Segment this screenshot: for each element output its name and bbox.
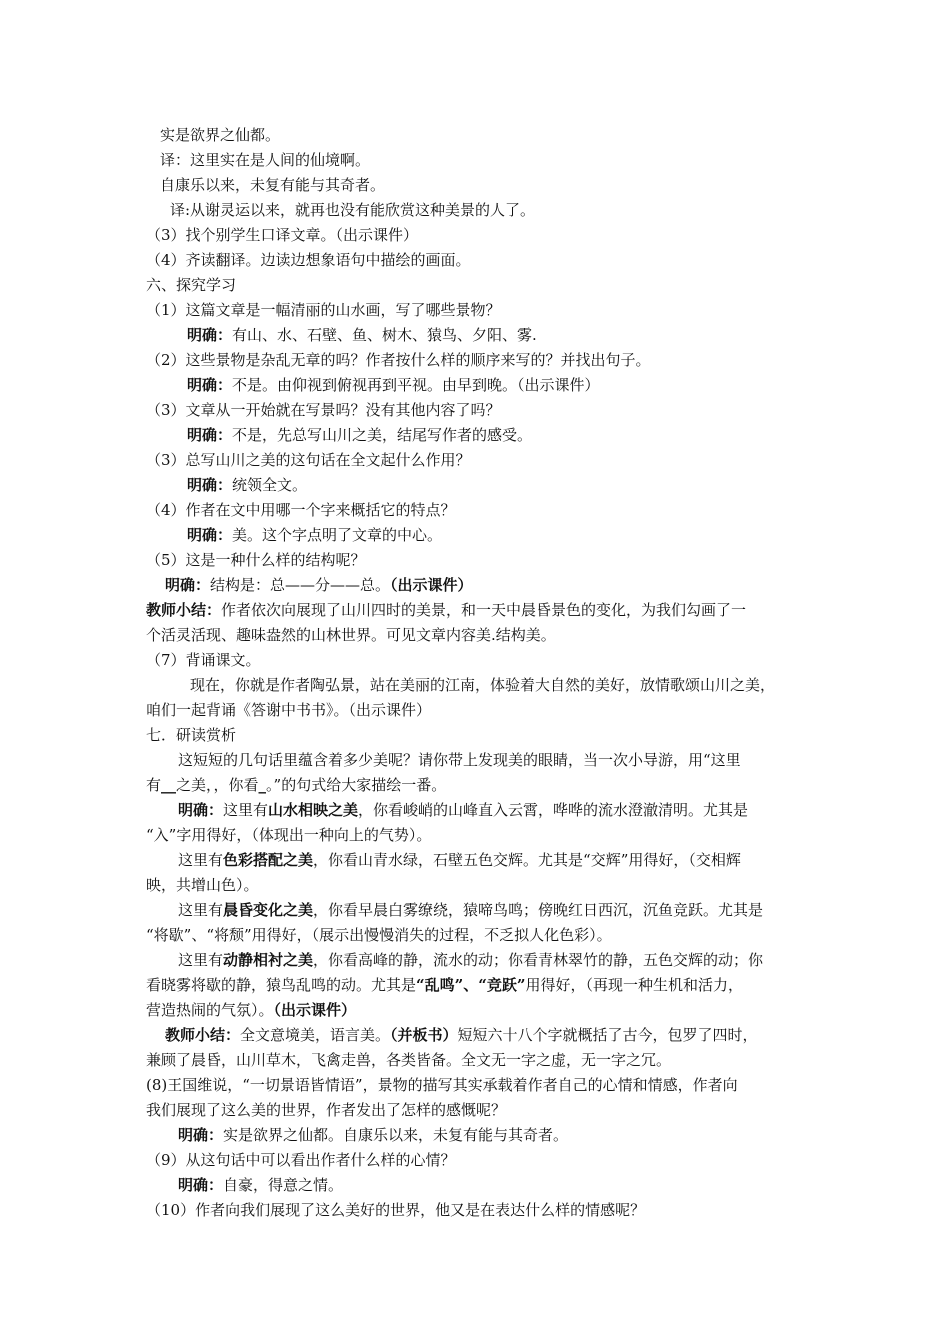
answer-label: 明确： [187, 376, 233, 394]
question-line: （4）作者在文中用哪一个字来概括它的特点？ [146, 501, 456, 519]
text-line [146, 773, 446, 798]
question-line: （1）这篇文章是一幅清丽的山水画，写了哪些景物？ [146, 301, 501, 319]
text-line [178, 898, 763, 923]
text-fragment: 这里有 [178, 951, 224, 969]
answer-text: 不是。由仰视到俯视再到平视。由早到晚。（出示课件） [232, 376, 600, 394]
text-fragment: 短短六十八个字就概括了古今，包罗了四时， [457, 1026, 758, 1044]
text-line: 映，共增山色）。 [146, 876, 259, 894]
text-line: 译:从谢灵运以来，就再也没有能欣赏这种美景的人了。 [170, 201, 536, 219]
question-line: （3）总写山川之美的这句话在全文起什么作用？ [146, 451, 471, 469]
question-line: （9）从这句话中可以看出作者什么样的心情？ [146, 1151, 456, 1169]
text-fragment: ，你看早晨白雾缭绕，猿啼鸟鸣；傍晚红日西沉，沉鱼竞跃。尤其是 [313, 901, 764, 919]
answer-label: 明确： [187, 426, 233, 444]
text-line: 咱们一起背诵《答谢中书书》。（出示课件） [146, 701, 432, 719]
text-fragment: ，你看峻峭的山峰直入云霄，哗哗的流水澄澈清明。尤其是 [358, 801, 749, 819]
text-fragment: 这里有 [178, 851, 224, 869]
answer-line [187, 323, 537, 348]
text-fragment: 营造热闹的气氛）。 [146, 1001, 274, 1019]
text-line: 这短短的几句话里蕴含着多少美呢？请你带上发现美的眼睛，当一次小导游，用“这里 [178, 751, 741, 769]
question-line: （3）文章从一开始就在写景吗？没有其他内容了吗？ [146, 401, 501, 419]
answer-line [187, 373, 600, 398]
answer-text: 结构是：总——分——总。 [210, 576, 391, 594]
answer-line [178, 798, 748, 823]
answer-text: 有山、水、石壁、鱼、树木、猿鸟、夕阳、雾. [232, 326, 537, 344]
highlight-term: 晨昏变化之美 [223, 901, 314, 919]
answer-label: 明确： [178, 1126, 224, 1144]
answer-line [187, 423, 532, 448]
text-fragment: 看晓雾将歇的静，猿鸟乱鸣的动。尤其是 [146, 976, 417, 994]
text-fragment: 这里有 [223, 801, 269, 819]
section-heading: 六、探究学习 [146, 276, 237, 294]
question-line: （5）这是一种什么样的结构呢？ [146, 551, 366, 569]
blank: _ [258, 776, 267, 794]
summary-label: 教师小结： [146, 601, 222, 619]
answer-label: 明确： [178, 1176, 224, 1194]
summary-line [165, 1023, 758, 1048]
text-line: 兼顾了晨昏，山川草木，飞禽走兽，各类皆备。全文无一字之虚，无一字之冗。 [146, 1051, 672, 1069]
text-fragment: ，你看山青水绿，石壁五色交辉。尤其是“交辉”用得好，（交相辉 [313, 851, 741, 869]
text-line [146, 998, 356, 1023]
answer-text: 实是欲界之仙都。自康乐以来，未复有能与其奇者。 [223, 1126, 569, 1144]
text-fragment: 有 [146, 776, 162, 794]
summary-label: 教师小结： [165, 1026, 241, 1044]
summary-text: 作者依次向展现了山川四时的美景，和一天中晨昏景色的变化，为我们勾画了一 [221, 601, 747, 619]
text-line: 现在，你就是作者陶弘景，站在美丽的江南，体验着大自然的美好，放情歌颂山川之美， [190, 676, 776, 694]
text-line [178, 848, 741, 873]
courseware-note: （出示课件） [390, 576, 473, 594]
highlight-term: 动静相衬之美 [223, 951, 314, 969]
text-line [146, 973, 743, 998]
answer-text: 统领全文。 [232, 476, 308, 494]
highlight-term: 色彩搭配之美 [223, 851, 314, 869]
answer-line [165, 573, 473, 598]
answer-line [178, 1123, 568, 1148]
answer-line [187, 523, 442, 548]
text-line: （4）齐读翻译。边读边想象语句中描绘的画面。 [146, 251, 471, 269]
answer-label: 明确： [187, 476, 233, 494]
text-line: 译：这里实在是人间的仙境啊。 [160, 151, 371, 169]
answer-line [187, 473, 307, 498]
question-line: （10）作者向我们展现了这么美好的世界，他又是在表达什么样的情感呢？ [146, 1201, 646, 1219]
answer-text: 不是，先总写山川之美，结尾写作者的感受。 [232, 426, 533, 444]
answer-label: 明确： [178, 801, 224, 819]
text-line: 自康乐以来，未复有能与其奇者。 [160, 176, 386, 194]
section-heading: 七．研读赏析 [146, 726, 237, 744]
text-fragment: 全文意境美，语言美。 [240, 1026, 391, 1044]
text-line: 个活灵活现、趣味盎然的山林世界。可见文章内容美.结构美。 [146, 626, 556, 644]
blank: __ [161, 776, 177, 794]
text-line: 我们展现了这么美的世界，作者发出了怎样的感慨呢？ [146, 1101, 507, 1119]
text-line: “入”字用得好，（体现出一种向上的气势）。 [146, 826, 432, 844]
answer-line [178, 1173, 343, 1198]
highlight-term: “乱鸣”、“竞跃” [416, 976, 526, 994]
text-line: 实是欲界之仙都。 [160, 126, 281, 144]
board-note: （并板书） [390, 1026, 458, 1044]
answer-label: 明确： [187, 526, 233, 544]
highlight-term: 山水相映之美 [268, 801, 359, 819]
courseware-note: （出示课件） [273, 1001, 357, 1019]
text-line [178, 948, 763, 973]
answer-text: 美。这个字点明了文章的中心。 [232, 526, 443, 544]
question-line: （7）背诵课文。 [146, 651, 261, 669]
question-line: (8)王国维说，“一切景语皆情语”，景物的描写其实承载着作者自己的心情和情感，作者向 [146, 1076, 738, 1094]
text-fragment: 之美，，你看 [176, 776, 259, 794]
text-line: “将歇”、“将颓”用得好，（展示出慢慢消失的过程，不乏拟人化色彩）。 [146, 926, 612, 944]
summary-line [146, 598, 746, 623]
text-line: （3）找个别学生口译文章。（出示课件） [146, 226, 419, 244]
answer-label: 明确： [165, 576, 211, 594]
text-fragment: 。”的句式给大家描绘一番。 [266, 776, 447, 794]
question-line: （2）这些景物是杂乱无章的吗？作者按什么样的顺序来写的？并找出句子。 [146, 351, 651, 369]
text-fragment: 用得好，（再现一种生机和活力， [525, 976, 744, 994]
answer-text: 自豪，得意之情。 [223, 1176, 344, 1194]
answer-label: 明确： [187, 326, 233, 344]
text-fragment: ，你看高峰的静，流水的动；你看青林翠竹的静，五色交辉的动；你 [313, 951, 764, 969]
text-fragment: 这里有 [178, 901, 224, 919]
